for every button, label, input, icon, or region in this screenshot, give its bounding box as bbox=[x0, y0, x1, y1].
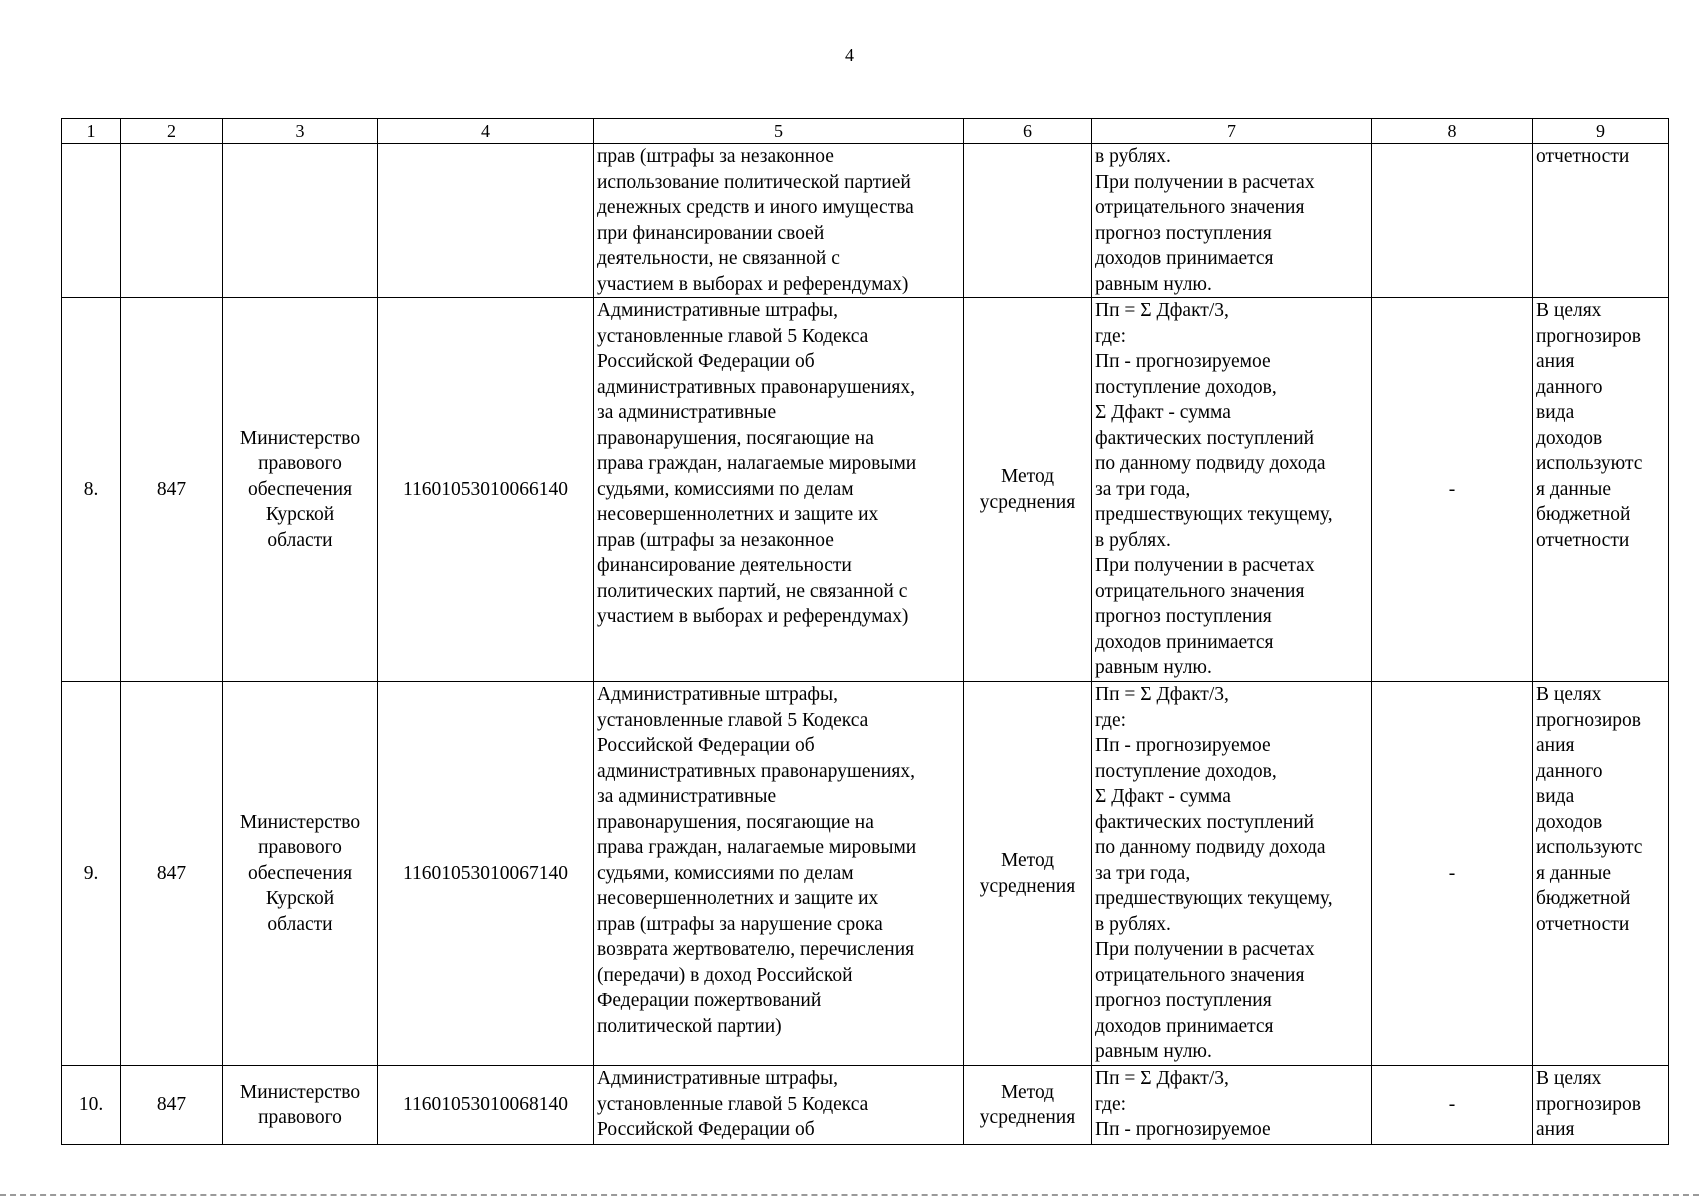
text-line: Σ Дфакт - сумма bbox=[1095, 786, 1231, 807]
formula-cell bbox=[1092, 682, 1372, 1066]
text-line: поступление доходов, bbox=[1095, 760, 1277, 782]
column-header: 1 bbox=[62, 119, 121, 144]
text-line: В целях bbox=[1536, 1068, 1602, 1089]
text-line: равным нулю. bbox=[1095, 657, 1212, 678]
text-line: Российской Федерации об bbox=[597, 1119, 815, 1140]
text-line: доходов bbox=[1536, 427, 1603, 449]
budget-code-cell: 11601053010066140 bbox=[378, 298, 594, 682]
text-line: я данные bbox=[1536, 862, 1612, 884]
text-line: отчетности bbox=[1536, 529, 1630, 551]
column-8-cell: - bbox=[1372, 1066, 1533, 1145]
row-number-cell: 10. bbox=[62, 1066, 121, 1145]
budget-code-cell: 11601053010068140 bbox=[378, 1066, 594, 1145]
text-line: в рублях. bbox=[1095, 913, 1171, 935]
column-header: 5 bbox=[594, 119, 964, 144]
text-line: в рублях. bbox=[1095, 146, 1171, 167]
text-line: Российской Федерации об bbox=[597, 735, 815, 756]
text-line: административных правонарушениях, bbox=[597, 376, 915, 398]
text-line: по данному подвиду дохода bbox=[1095, 837, 1326, 858]
text-line: Пп = Σ Дфакт/3, bbox=[1095, 300, 1229, 321]
text-line: (передачи) в доход Российской bbox=[597, 964, 853, 986]
text-line: Метод bbox=[1000, 466, 1055, 487]
text-line: Пп = Σ Дфакт/3, bbox=[1095, 684, 1229, 705]
text-line: В целях bbox=[1536, 300, 1602, 321]
text-line: отрицательного значения bbox=[1095, 197, 1305, 218]
text-line: за три года, bbox=[1095, 862, 1191, 884]
text-line: прав (штрафы за незаконное bbox=[597, 529, 834, 551]
text-line: судьями, комиссиями по делам bbox=[597, 478, 854, 500]
text-line: усреднения bbox=[979, 491, 1076, 513]
column-header: 2 bbox=[121, 119, 223, 144]
row-number-cell: 9. bbox=[62, 682, 121, 1066]
text-line: установленные главой 5 Кодекса bbox=[597, 325, 869, 347]
text-line: В целях bbox=[1536, 684, 1602, 705]
text-line: Российской Федерации об bbox=[597, 351, 815, 372]
column-8-cell: - bbox=[1372, 298, 1533, 682]
text-line: прогноз поступления bbox=[1095, 990, 1272, 1011]
text-line: прогнозиров bbox=[1536, 325, 1641, 347]
table-row bbox=[62, 1066, 1669, 1145]
column-8-cell: - bbox=[1372, 682, 1533, 1066]
text-line: прогноз поступления bbox=[1095, 606, 1272, 627]
formula-cell bbox=[1092, 144, 1372, 298]
column-header: 4 bbox=[378, 119, 594, 144]
text-line: усреднения bbox=[979, 875, 1076, 897]
text-line: за административные bbox=[597, 786, 777, 807]
administrator-cell bbox=[223, 298, 378, 682]
data-source-cell bbox=[1533, 144, 1669, 298]
admin-code-cell: 847 bbox=[121, 682, 223, 1066]
text-line: бюджетной bbox=[1536, 504, 1631, 525]
text-line: поступление доходов, bbox=[1095, 376, 1277, 398]
table-row bbox=[62, 144, 1669, 298]
administrator-cell bbox=[223, 144, 378, 298]
text-line: участием в выборах и референдумах) bbox=[597, 606, 909, 627]
table-body bbox=[62, 144, 1669, 1145]
admin-code-cell: 847 bbox=[121, 1066, 223, 1145]
text-line: в рублях. bbox=[1095, 529, 1171, 551]
text-line: ания bbox=[1536, 735, 1575, 756]
text-line: возврата жертвователю, перечисления bbox=[597, 939, 915, 960]
text-line: прогнозиров bbox=[1536, 1093, 1641, 1115]
column-8-cell bbox=[1372, 144, 1533, 298]
forecast-method-cell bbox=[964, 1066, 1092, 1145]
text-line: Курской bbox=[265, 888, 335, 910]
text-line: несовершеннолетних и защите их bbox=[597, 888, 879, 909]
text-line: Σ Дфакт - сумма bbox=[1095, 402, 1231, 423]
text-line: При получении в расчетах bbox=[1095, 171, 1315, 193]
text-line: Федерации пожертвований bbox=[597, 990, 822, 1011]
text-line: по данному подвиду дохода bbox=[1095, 453, 1326, 474]
text-line: ания bbox=[1536, 1119, 1575, 1140]
text-line: Пп - прогнозируемое bbox=[1095, 1119, 1271, 1140]
text-line: Министерство bbox=[239, 811, 361, 833]
admin-code-cell bbox=[121, 144, 223, 298]
revenue-description-cell bbox=[594, 144, 964, 298]
text-line: При получении в расчетах bbox=[1095, 939, 1315, 960]
column-header: 8 bbox=[1372, 119, 1533, 144]
text-line: права граждан, налагаемые мировыми bbox=[597, 837, 917, 858]
administrator-cell bbox=[223, 682, 378, 1066]
forecast-method-cell bbox=[964, 298, 1092, 682]
text-line: прав (штрафы за незаконное bbox=[597, 146, 834, 167]
text-line: при финансировании своей bbox=[597, 222, 825, 244]
text-line: правонарушения, посягающие на bbox=[597, 427, 874, 449]
formula-cell bbox=[1092, 1066, 1372, 1145]
text-line: Министерство bbox=[239, 427, 361, 449]
text-line: Пп = Σ Дфакт/3, bbox=[1095, 1068, 1229, 1089]
text-line: области bbox=[267, 529, 333, 551]
text-line: Метод bbox=[1000, 1081, 1055, 1103]
column-header: 6 bbox=[964, 119, 1092, 144]
text-line: данного bbox=[1536, 376, 1603, 398]
text-line: предшествующих текущему, bbox=[1095, 888, 1333, 909]
revenue-description-cell bbox=[594, 1066, 964, 1145]
text-line: прав (штрафы за нарушение срока bbox=[597, 913, 883, 935]
text-line: правового bbox=[258, 837, 342, 859]
text-line: используютс bbox=[1536, 453, 1643, 474]
data-source-cell bbox=[1533, 298, 1669, 682]
revenue-description-cell bbox=[594, 298, 964, 682]
text-line: обеспечения bbox=[247, 862, 353, 884]
text-line: за три года, bbox=[1095, 478, 1191, 500]
text-line: отрицательного значения bbox=[1095, 964, 1305, 986]
text-line: Метод bbox=[1000, 850, 1055, 871]
administrator-cell bbox=[223, 1066, 378, 1145]
text-line: данного bbox=[1536, 760, 1603, 782]
text-line: предшествующих текущему, bbox=[1095, 504, 1333, 525]
text-line: где: bbox=[1095, 709, 1127, 731]
text-line: несовершеннолетних и защите их bbox=[597, 504, 879, 525]
text-line: использование политической партией bbox=[597, 171, 911, 193]
text-line: административных правонарушениях, bbox=[597, 760, 915, 782]
text-line: При получении в расчетах bbox=[1095, 555, 1315, 576]
text-line: Административные штрафы, bbox=[597, 300, 838, 321]
text-line: равным нулю. bbox=[1095, 273, 1212, 295]
text-line: я данные bbox=[1536, 478, 1612, 500]
text-line: используютс bbox=[1536, 837, 1643, 858]
formula-cell bbox=[1092, 298, 1372, 682]
text-line: установленные главой 5 Кодекса bbox=[597, 1093, 869, 1115]
text-line: Пп - прогнозируемое bbox=[1095, 735, 1271, 756]
text-line: за административные bbox=[597, 402, 777, 423]
text-line: Министерство bbox=[239, 1081, 361, 1103]
text-line: Административные штрафы, bbox=[597, 684, 838, 705]
text-line: отчетности bbox=[1536, 913, 1630, 935]
budget-code-cell: 11601053010067140 bbox=[378, 682, 594, 1066]
text-line: политических партий, не связанной с bbox=[597, 580, 908, 602]
column-number-header bbox=[62, 119, 1669, 144]
forecast-method-cell bbox=[964, 144, 1092, 298]
table-row bbox=[62, 682, 1669, 1066]
text-line: судьями, комиссиями по делам bbox=[597, 862, 854, 884]
text-line: усреднения bbox=[979, 1107, 1076, 1128]
text-line: правонарушения, посягающие на bbox=[597, 811, 874, 833]
text-line: прогнозиров bbox=[1536, 709, 1641, 731]
column-header: 3 bbox=[223, 119, 378, 144]
data-source-cell bbox=[1533, 1066, 1669, 1145]
text-line: вида bbox=[1536, 402, 1575, 423]
row-number-cell bbox=[62, 144, 121, 298]
text-line: доходов bbox=[1536, 811, 1603, 833]
text-line: прогноз поступления bbox=[1095, 222, 1272, 244]
table-row bbox=[62, 298, 1669, 682]
text-line: вида bbox=[1536, 786, 1575, 807]
text-line: где: bbox=[1095, 325, 1127, 347]
forecast-method-cell bbox=[964, 682, 1092, 1066]
text-line: права граждан, налагаемые мировыми bbox=[597, 453, 917, 474]
admin-code-cell: 847 bbox=[121, 298, 223, 682]
text-line: фактических поступлений bbox=[1095, 811, 1315, 833]
text-line: равным нулю. bbox=[1095, 1041, 1212, 1062]
text-line: бюджетной bbox=[1536, 888, 1631, 909]
text-line: доходов принимается bbox=[1095, 631, 1274, 653]
text-line: финансирование деятельности bbox=[597, 555, 852, 576]
text-line: доходов принимается bbox=[1095, 248, 1274, 269]
revenue-forecast-table bbox=[61, 118, 1669, 1145]
page-number: 4 bbox=[845, 45, 854, 65]
text-line: Административные штрафы, bbox=[597, 1068, 838, 1089]
data-source-cell bbox=[1533, 682, 1669, 1066]
text-line: правового bbox=[258, 1107, 342, 1128]
text-line: участием в выборах и референдумах) bbox=[597, 273, 909, 295]
text-line: доходов принимается bbox=[1095, 1015, 1274, 1037]
text-line: правового bbox=[258, 453, 342, 475]
text-line: отрицательного значения bbox=[1095, 580, 1305, 602]
revenue-description-cell bbox=[594, 682, 964, 1066]
row-number-cell: 8. bbox=[62, 298, 121, 682]
text-line: деятельности, не связанной с bbox=[597, 248, 840, 269]
text-line: Курской bbox=[265, 504, 335, 526]
text-line: обеспечения bbox=[247, 478, 353, 500]
text-line: отчетности bbox=[1536, 146, 1630, 167]
text-line: области bbox=[267, 913, 333, 935]
text-line: Пп - прогнозируемое bbox=[1095, 351, 1271, 372]
text-line: где: bbox=[1095, 1093, 1127, 1115]
text-line: политической партии) bbox=[597, 1015, 782, 1037]
column-header: 9 bbox=[1533, 119, 1669, 144]
text-line: денежных средств и иного имущества bbox=[597, 197, 914, 218]
text-line: ания bbox=[1536, 351, 1575, 372]
text-line: фактических поступлений bbox=[1095, 427, 1315, 449]
text-line: установленные главой 5 Кодекса bbox=[597, 709, 869, 731]
column-header: 7 bbox=[1092, 119, 1372, 144]
scan-bottom-edge bbox=[0, 1194, 1699, 1196]
budget-code-cell bbox=[378, 144, 594, 298]
